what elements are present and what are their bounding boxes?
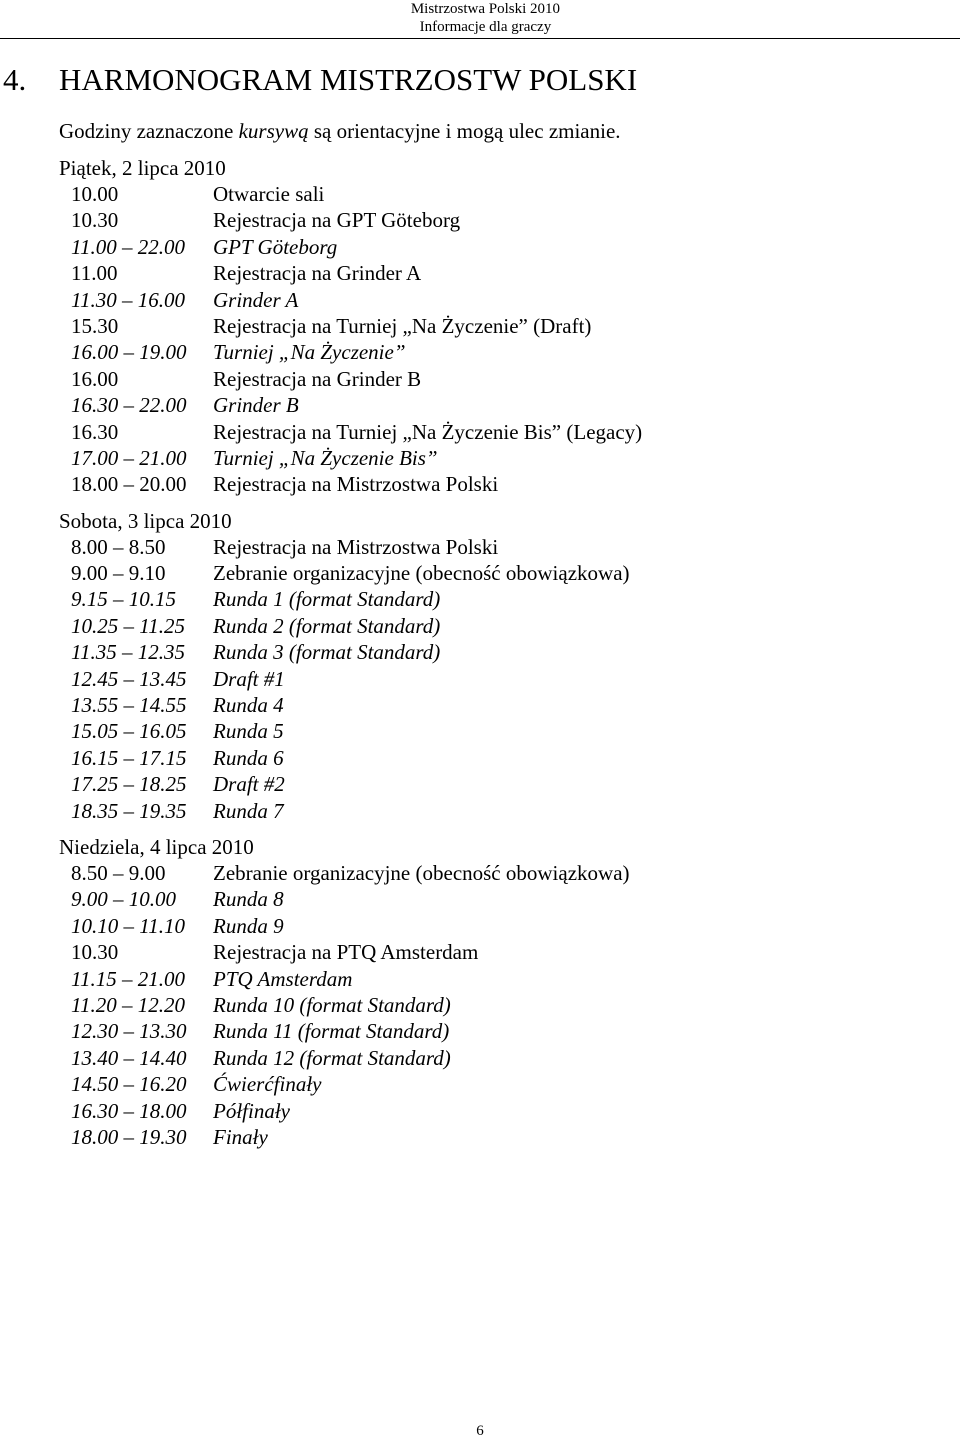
schedule-row (59, 666, 642, 692)
schedule-time: 15.30 (71, 313, 119, 338)
schedule-row (59, 745, 642, 771)
schedule-event: Runda 4 (213, 693, 284, 718)
schedule-time: 15.05 – 16.05 (71, 719, 187, 744)
schedule-time: 10.30 (71, 940, 119, 965)
schedule-row (59, 419, 642, 445)
schedule (59, 156, 642, 1161)
header-title: Mistrzostwa Polski 2010 (410, 1, 560, 17)
schedule-row (59, 1018, 642, 1044)
schedule-event: Zebranie organizacyjne (obecność obowiązkowa) (213, 860, 630, 885)
schedule-time: 8.50 – 9.00 (71, 860, 166, 885)
schedule-row (59, 1124, 642, 1150)
day-title: Sobota, 3 lipca 2010 (59, 508, 232, 533)
schedule-row (59, 692, 642, 718)
schedule-row (59, 534, 642, 560)
schedule-time: 16.30 – 18.00 (71, 1098, 187, 1123)
schedule-row (59, 1071, 642, 1097)
schedule-time: 9.00 – 9.10 (71, 561, 166, 586)
schedule-event: Runda 9 (213, 913, 284, 938)
schedule-time: 11.35 – 12.35 (71, 640, 185, 665)
schedule-day (59, 835, 642, 1150)
schedule-row (59, 1098, 642, 1124)
schedule-event: Runda 3 (format Standard) (213, 640, 441, 665)
day-title: Piątek, 2 lipca 2010 (59, 156, 226, 180)
schedule-time: 8.00 – 8.50 (71, 534, 166, 559)
schedule-time: 13.55 – 14.55 (71, 693, 187, 718)
schedule-row (59, 798, 642, 824)
schedule-event: Turniej „Na Życzenie” (213, 340, 406, 365)
schedule-event: Draft #1 (213, 666, 285, 691)
schedule-time: 18.00 – 20.00 (71, 472, 187, 497)
schedule-event: Grinder A (213, 287, 299, 312)
section-number: 4. (3, 62, 27, 97)
schedule-time: 12.30 – 13.30 (71, 1019, 187, 1044)
schedule-event: Rejestracja na Mistrzostwa Polski (213, 472, 499, 497)
note-text-italic: kursywą (238, 119, 309, 143)
schedule-time: 16.15 – 17.15 (71, 745, 187, 770)
page-header (411, 0, 560, 36)
schedule-time: 16.00 (71, 366, 119, 391)
header-subtitle: Informacje dla graczy (419, 19, 552, 35)
schedule-event: Runda 12 (format Standard) (213, 1045, 451, 1070)
schedule-time: 13.40 – 14.40 (71, 1045, 187, 1070)
schedule-row (59, 313, 642, 339)
schedule-event: Ćwierćfinały (213, 1072, 322, 1097)
schedule-row (59, 860, 642, 886)
schedule-time: 11.15 – 21.00 (71, 966, 185, 991)
schedule-time: 16.30 (71, 419, 119, 444)
schedule-event: Runda 8 (213, 887, 284, 912)
schedule-row (59, 560, 642, 586)
schedule-time: 11.00 (71, 261, 118, 286)
schedule-time: 14.50 – 16.20 (71, 1072, 187, 1097)
schedule-event: Rejestracja na GPT Göteborg (213, 208, 461, 233)
schedule-day (59, 509, 642, 824)
schedule-time: 16.30 – 22.00 (71, 393, 187, 418)
schedule-event: Finały (213, 1124, 268, 1149)
schedule-time: 11.20 – 12.20 (71, 992, 185, 1017)
note-text-before: Godziny zaznaczone (59, 119, 239, 143)
day-title: Niedziela, 4 lipca 2010 (59, 834, 254, 859)
schedule-time: 12.45 – 13.45 (71, 666, 187, 691)
schedule-time: 17.00 – 21.00 (71, 445, 187, 470)
schedule-event: Runda 5 (213, 719, 284, 744)
schedule-time: 10.25 – 11.25 (71, 613, 185, 638)
schedule-time: 11.00 – 22.00 (71, 234, 185, 259)
schedule-row (59, 471, 642, 497)
page-number: 6 (476, 1423, 484, 1439)
schedule-time: 10.00 (71, 182, 119, 206)
schedule-event: Draft #2 (213, 772, 285, 797)
section-heading (3, 60, 637, 100)
schedule-time: 11.30 – 16.00 (71, 287, 185, 312)
schedule-event: Rejestracja na PTQ Amsterdam (213, 940, 479, 965)
schedule-row (59, 287, 642, 313)
schedule-row (59, 771, 642, 797)
schedule-row (59, 260, 642, 286)
schedule-event: Runda 6 (213, 745, 284, 770)
schedule-row (59, 1045, 642, 1071)
schedule-event: Grinder B (213, 393, 299, 418)
schedule-event: Runda 1 (format Standard) (213, 587, 441, 612)
schedule-time: 18.00 – 19.30 (71, 1124, 187, 1149)
note-text-after: są orientacyjne i mogą ulec zmianie. (308, 119, 621, 143)
schedule-event: PTQ Amsterdam (213, 966, 353, 991)
schedule-note (59, 117, 621, 145)
schedule-event: Zebranie organizacyjne (obecność obowiązkowa) (213, 561, 630, 586)
schedule-row (59, 718, 642, 744)
schedule-event: Rejestracja na Turniej „Na Życzenie Bis” (Legacy) (213, 419, 643, 444)
schedule-time: 10.30 (71, 208, 119, 233)
schedule-row (59, 339, 642, 365)
schedule-event: Rejestracja na Mistrzostwa Polski (213, 534, 499, 559)
section-title: HARMONOGRAM MISTRZOSTW POLSKI (59, 62, 638, 97)
schedule-event: Runda 11 (format Standard) (213, 1019, 450, 1044)
schedule-row (59, 886, 642, 912)
schedule-row (59, 992, 642, 1018)
schedule-row (59, 586, 642, 612)
header-rule (0, 38, 960, 39)
schedule-row (59, 445, 642, 471)
schedule-time: 9.15 – 10.15 (71, 587, 176, 612)
schedule-event: Półfinały (213, 1098, 290, 1123)
schedule-row (59, 392, 642, 418)
schedule-time: 9.00 – 10.00 (71, 887, 176, 912)
schedule-row (59, 639, 642, 665)
schedule-row (59, 366, 642, 392)
schedule-row (59, 234, 642, 260)
schedule-event: Otwarcie sali (213, 182, 325, 206)
schedule-time: 10.10 – 11.10 (71, 913, 185, 938)
schedule-event: Runda 7 (213, 798, 284, 823)
schedule-event: Rejestracja na Grinder A (213, 261, 422, 286)
schedule-row (59, 966, 642, 992)
schedule-row (59, 939, 642, 965)
schedule-row (59, 207, 642, 233)
schedule-event: Rejestracja na Turniej „Na Życzenie” (Draft) (213, 313, 592, 338)
schedule-event: GPT Göteborg (213, 234, 338, 259)
schedule-row (59, 181, 642, 207)
schedule-row (59, 613, 642, 639)
schedule-event: Runda 10 (format Standard) (213, 992, 451, 1017)
schedule-day (59, 156, 642, 498)
schedule-time: 17.25 – 18.25 (71, 772, 187, 797)
schedule-event: Turniej „Na Życzenie Bis” (213, 445, 438, 470)
schedule-row (59, 913, 642, 939)
schedule-event: Runda 2 (format Standard) (213, 613, 441, 638)
schedule-event: Rejestracja na Grinder B (213, 366, 422, 391)
schedule-time: 16.00 – 19.00 (71, 340, 187, 365)
schedule-time: 18.35 – 19.35 (71, 798, 187, 823)
